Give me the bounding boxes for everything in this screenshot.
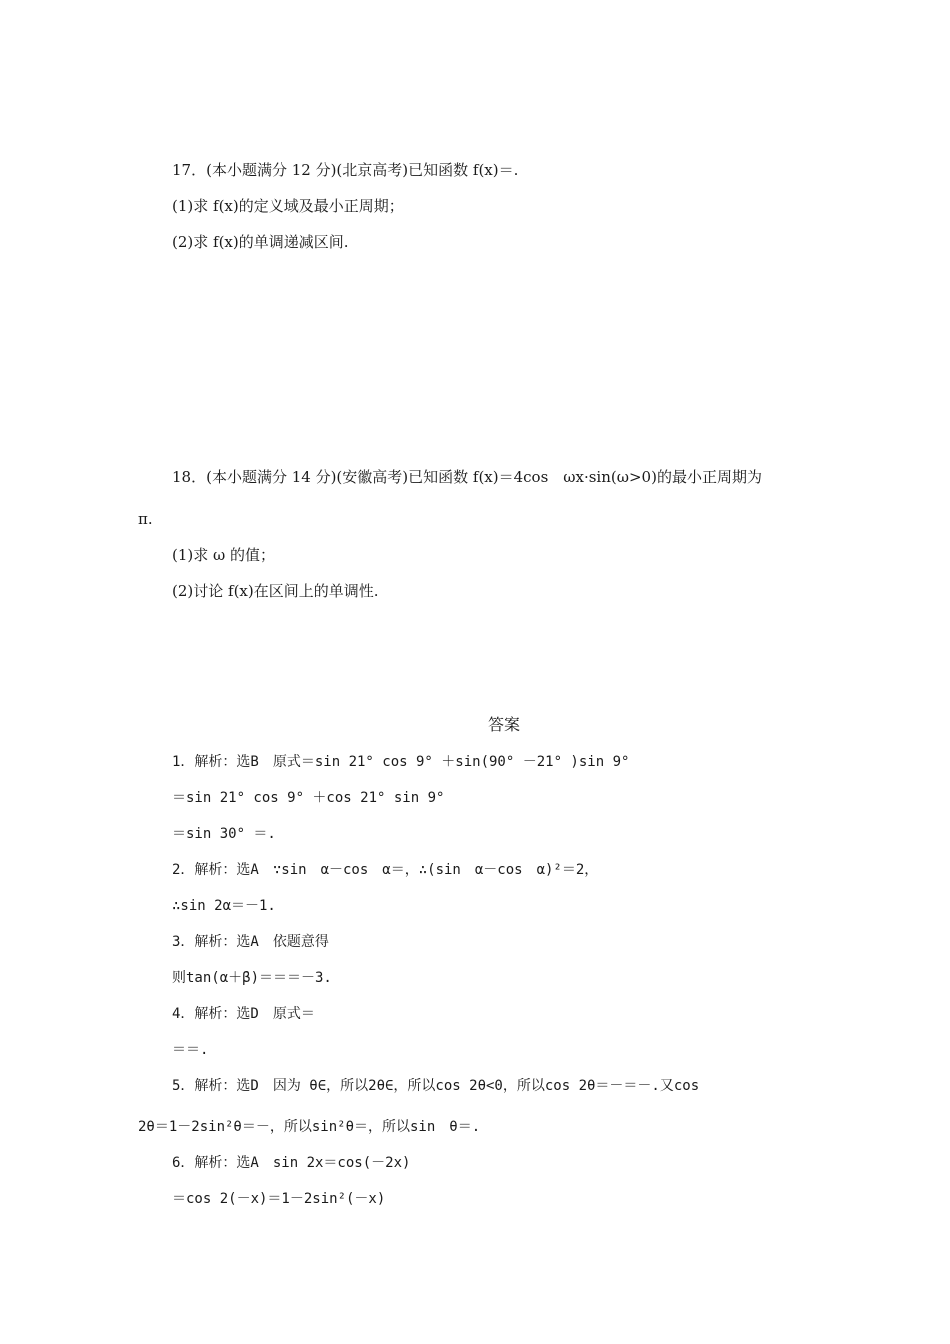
answer-line: 2θ＝1－2sin²θ＝－，所以sin²θ＝，所以sin θ＝. — [138, 1119, 481, 1135]
answer-line: ∴sin 2α＝－1. — [172, 898, 276, 914]
answer-line: 5．解析：选D 因为 θ∈，所以2θ∈，所以cos 2θ<0，所以cos 2θ＝－＝－.又cos — [172, 1078, 700, 1094]
q17-part1: (1)求 f(x)的定义域及最小正周期； — [172, 197, 404, 215]
answer-line: 则tan(α＋β)＝＝＝－3. — [172, 970, 332, 986]
q17-stem: 17．(本小题满分 12 分)(北京高考)已知函数 f(x)＝. — [172, 161, 519, 179]
q18-stem: 18．(本小题满分 14 分)(安徽高考)已知函数 f(x)＝4cos ωx·sin(ω>0)的最小正周期为 — [172, 468, 762, 486]
answer-line: ＝sin 21° cos 9° ＋cos 21° sin 9° — [172, 790, 445, 806]
answer-line: ＝cos 2(－x)＝1－2sin²(－x) — [172, 1191, 386, 1207]
q18-part1: (1)求 ω 的值； — [172, 546, 276, 564]
answer-line: ＝sin 30° ＝. — [172, 826, 276, 842]
answer-line: 4．解析：选D 原式＝ — [172, 1006, 315, 1022]
answer-line: 6．解析：选A sin 2x＝cos(－2x) — [172, 1155, 411, 1171]
answer-line: 2．解析：选A ∵sin α－cos α＝，∴(sin α－cos α)²＝2， — [172, 862, 599, 878]
answer-line: ＝＝. — [172, 1042, 209, 1058]
answers-heading: 答案 — [488, 715, 521, 734]
answer-line: 3．解析：选A 依题意得 — [172, 934, 329, 950]
q18-part2: (2)讨论 f(x)在区间上的单调性. — [172, 582, 379, 600]
answer-line: 1．解析：选B 原式＝sin 21° cos 9° ＋sin(90° －21° )sin 9° — [172, 754, 630, 770]
q17-part2: (2)求 f(x)的单调递减区间. — [172, 233, 349, 251]
q18-stem-continuation: π. — [138, 510, 153, 528]
